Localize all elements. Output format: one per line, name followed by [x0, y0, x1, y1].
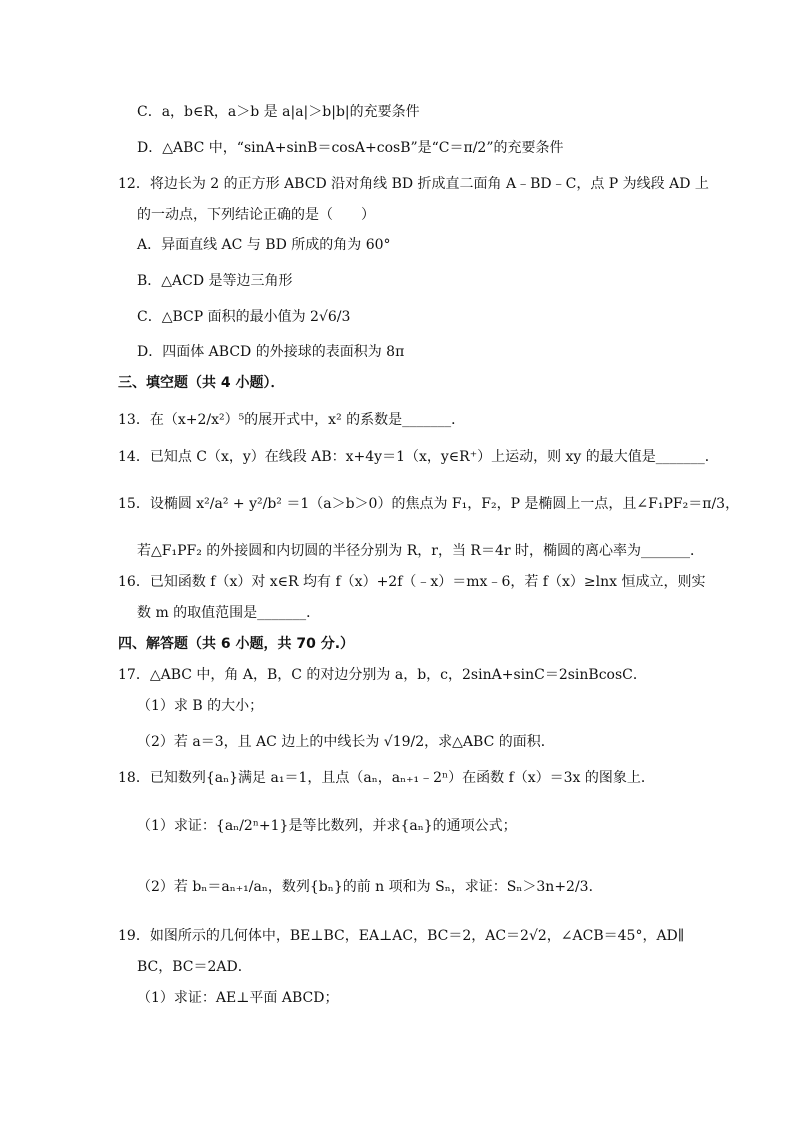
- question-19-cont: BC，BC＝2AD．: [137, 959, 252, 975]
- option-12a: A．异面直线 AC 与 BD 所成的角为 60°: [137, 237, 391, 253]
- question-12-cont: 的一动点，下列结论正确的是（ ）: [137, 207, 375, 223]
- question-14: 14．已知点 C（x，y）在线段 AB：x+4y＝1（x，y∈R⁺）上运动，则 xy 的最大值是_______．: [118, 449, 719, 465]
- question-16-cont: 数 m 的取值范围是_______．: [137, 605, 321, 621]
- section-3-heading: 三、填空题（共 4 小题）．: [118, 375, 285, 391]
- option-11c: C．a，b∈R，a＞b 是 a|a|＞b|b|的充要条件: [137, 104, 420, 120]
- section-4-heading: 四、解答题（共 6 小题，共 70 分.）: [118, 636, 355, 652]
- question-12: 12．将边长为 2 的正方形 ABCD 沿对角线 BD 折成直二面角 A﹣BD﹣C，点 P 为线段 AD 上: [118, 176, 709, 192]
- question-17: 17．△ABC 中，角 A，B，C 的对边分别为 a，b，c，2sinA+sinC＝2sinBcosC．: [118, 667, 647, 683]
- option-11d: D．△ABC 中，“sinA+sinB＝cosA+cosB”是“C＝π/2”的充要条件: [137, 140, 564, 156]
- option-12c: C．△BCP 面积的最小值为 2√6/3: [137, 309, 351, 325]
- question-19: 19．如图所示的几何体中，BE⊥BC，EA⊥AC，BC＝2，AC＝2√2，∠ACB＝45°，AD∥: [118, 928, 685, 944]
- question-13: 13．在（x+2/x²）⁵的展开式中，x² 的系数是_______．: [118, 412, 466, 428]
- question-18-part2: （2）若 bₙ＝aₙ₊₁/aₙ，数列{bₙ}的前 n 项和为 Sₙ，求证：Sₙ＞3n+2/3．: [137, 879, 603, 895]
- question-17-part2: （2）若 a＝3，且 AC 边上的中线长为 √19/2，求△ABC 的面积．: [137, 734, 555, 750]
- question-17-part1: （1）求 B 的大小；: [137, 698, 264, 714]
- option-12b: B．△ACD 是等边三角形: [137, 273, 293, 289]
- option-12d: D．四面体 ABCD 的外接球的表面积为 8π: [137, 344, 405, 360]
- question-15: 15．设椭圆 x²/a² + y²/b² ＝1（a＞b＞0）的焦点为 F₁，F₂，P 是椭圆上一点，且∠F₁PF₂＝π/3，: [118, 496, 740, 512]
- question-19-part1: （1）求证：AE⊥平面 ABCD；: [137, 990, 339, 1006]
- question-18: 18．已知数列{aₙ}满足 a₁＝1，且点（aₙ，aₙ₊₁﹣2ⁿ）在函数 f（x）＝3x 的图象上．: [118, 770, 655, 786]
- question-16: 16．已知函数 f（x）对 x∈R 均有 f（x）+2f（﹣x）＝mx﹣6，若 f（x）≥lnx 恒成立，则实: [118, 574, 706, 590]
- question-15-cont: 若△F₁PF₂ 的外接圆和内切圆的半径分别为 R，r，当 R＝4r 时，椭圆的离心率为_______．: [137, 543, 705, 559]
- question-18-part1: （1）求证：{aₙ/2ⁿ+1}是等比数列，并求{aₙ}的通项公式；: [137, 818, 517, 834]
